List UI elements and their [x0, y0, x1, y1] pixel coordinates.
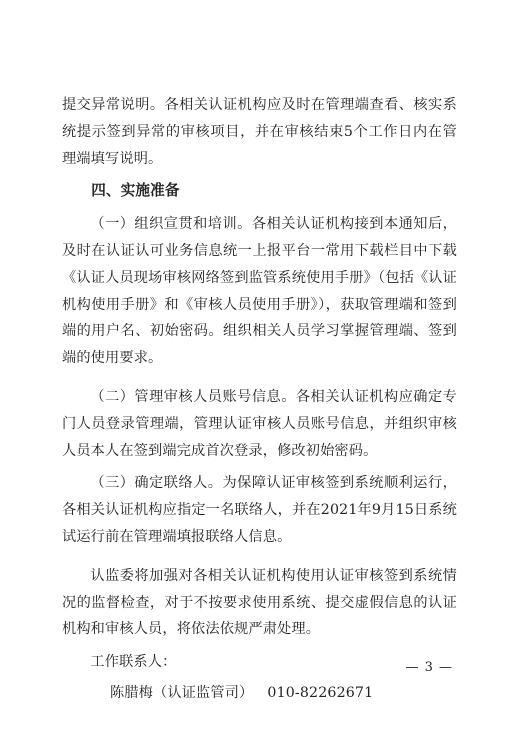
paragraph-abnormal-explanation: 提交异常说明。各相关认证机构应及时在管理端查看、核实系统提示签到异常的审核项目，并在审核结束5个工作日内在管理端填写说明。 — [62, 97, 457, 167]
contact-phone: 010-82262671 — [267, 684, 374, 701]
paragraph-supervision: 认监委将加强对各相关认证机构使用认证审核签到系统情况的监督检查，对于不按要求使用系统、提交虚假信息的认证机构和审核人员，将依法依规严肃处理。 — [62, 567, 457, 638]
contact-name: 陈腊梅（认证监管司） — [110, 684, 254, 701]
paragraph-training: （一）组织宣贯和培训。各相关认证机构接到本通知后，及时在认证认可业务信息统一上报平台一常用下载栏目中下载《认证人员现场审核网络签到监管系统使用手册》（包括《认证机构使用手册》和《审核人员使用手册》），获取管理端和签到端的用户名、初始密码。组织相关人员学习掌握管理端、签到端的使用要求。 — [62, 216, 457, 367]
contact-label: 工作联系人： — [90, 654, 177, 671]
page-number: — 3 — — [405, 660, 453, 675]
paragraph-account-management: （二）管理审核人员账号信息。各相关认证机构应确定专门人员登录管理端，管理认证审核人员账号信息，并组织审核人员本人在签到端完成首次登录，修改初始密码。 — [62, 388, 457, 459]
contact-line — [62, 680, 457, 707]
section-heading-implementation-preparation: 四、实施准备 — [91, 182, 180, 200]
paragraph-contact-person: （三）确定联络人。为保障认证审核签到系统顺利运行，各相关认证机构应指定一名联络人，并在2021年9月15日系统试运行前在管理端填报联络人信息。 — [62, 475, 457, 545]
